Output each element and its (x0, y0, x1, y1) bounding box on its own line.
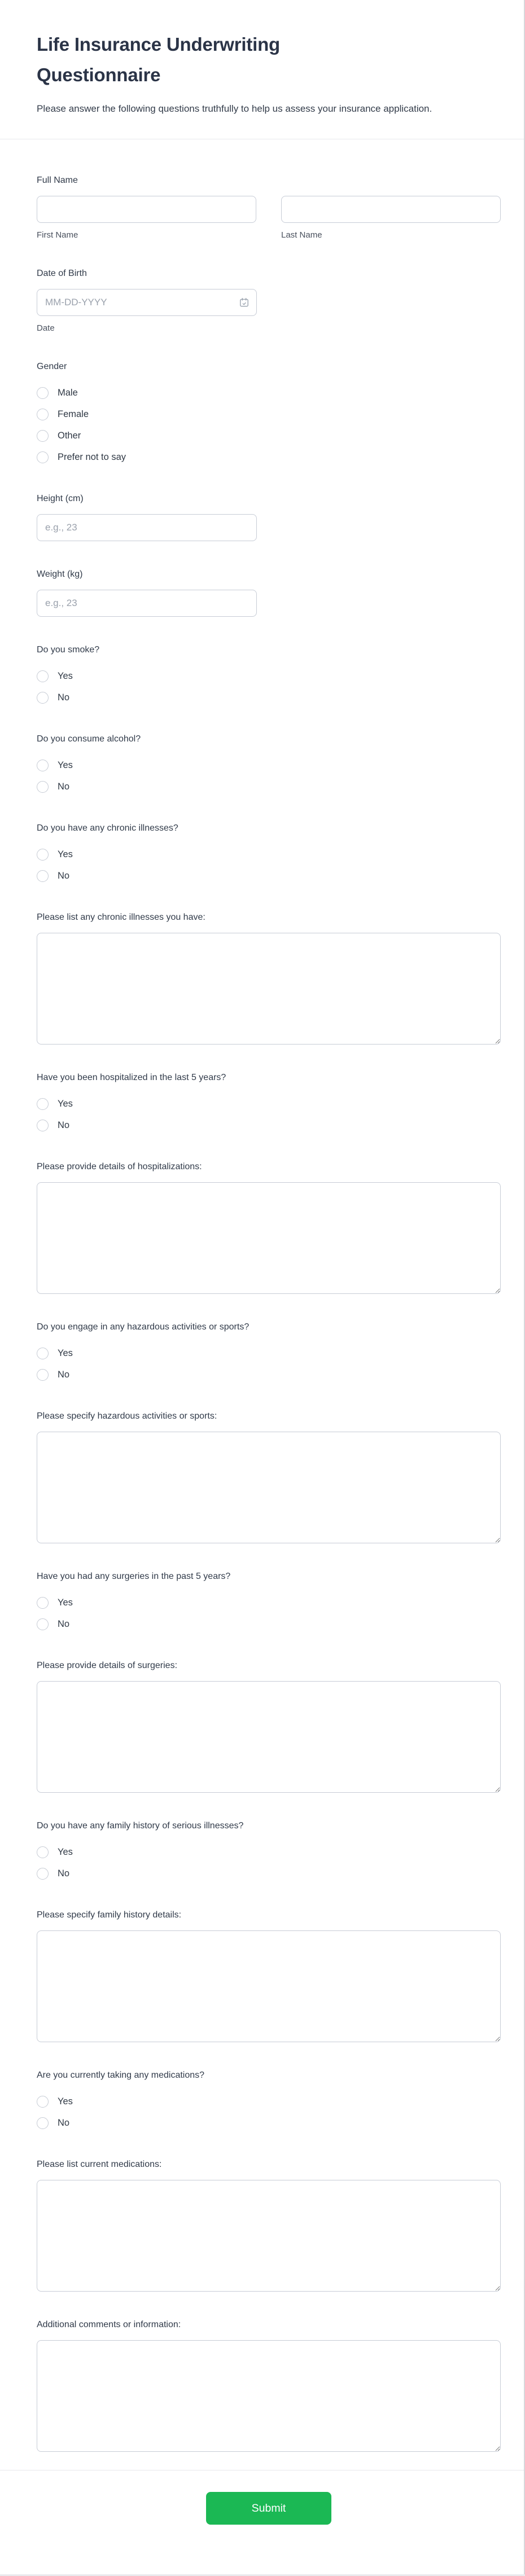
hazardous-details-textarea[interactable] (37, 1432, 501, 1543)
gender-male-label: Male (58, 387, 78, 398)
field-group-weight (37, 568, 501, 617)
field-group-medications-list (37, 2158, 501, 2292)
smoke-option-no[interactable] (37, 689, 69, 706)
hospitalized-yes-radio[interactable] (37, 1098, 49, 1110)
family-history-option-yes[interactable] (37, 1844, 73, 1860)
surgeries-no-label: No (58, 1618, 70, 1629)
medications-no-radio[interactable] (37, 2117, 49, 2129)
medications-no-label: No (58, 2117, 70, 2128)
field-group-chronic-list (37, 911, 501, 1045)
gender-option-other[interactable] (37, 427, 81, 444)
full-name-label: Full Name (37, 175, 78, 185)
family-history-no-label: No (58, 1868, 70, 1879)
chronic-question-label: Do you have any chronic illnesses? (37, 823, 178, 833)
medications-list-label: Please list current medications: (37, 2160, 162, 2169)
hazardous-option-no[interactable] (37, 1366, 69, 1383)
calendar-check-icon[interactable] (239, 297, 250, 308)
surgeries-option-yes[interactable] (37, 1594, 73, 1611)
hospitalized-no-label: No (58, 1120, 70, 1130)
page-subtitle: Please answer the following questions truthfully to help us assess your insurance application. (37, 103, 432, 114)
medications-yes-label: Yes (58, 2096, 73, 2107)
dob-input-wrap (37, 289, 257, 316)
gender-prefer-not-radio[interactable] (37, 451, 49, 463)
family-history-details-textarea[interactable] (37, 1930, 501, 2042)
question-group-hospitalized (37, 1072, 501, 1134)
chronic-yes-label: Yes (58, 849, 73, 859)
hospitalization-details-label: Please provide details of hospitalizations: (37, 1162, 202, 1171)
submit-button[interactable]: Submit (206, 2492, 331, 2525)
field-group-family-history-details (37, 1909, 501, 2042)
field-group-dob (37, 267, 501, 333)
chronic-no-radio[interactable] (37, 870, 49, 882)
chronic-option-no[interactable] (37, 867, 69, 884)
height-input-wrap (37, 514, 257, 541)
alcohol-yes-label: Yes (58, 760, 73, 770)
question-group-smoke (37, 644, 501, 706)
hospitalized-option-no[interactable] (37, 1117, 69, 1134)
page-title: Life Insurance Underwriting Questionnaire (37, 34, 280, 85)
gender-other-radio[interactable] (37, 430, 49, 442)
family-history-question-label: Do you have any family history of serious illnesses? (37, 1821, 244, 1831)
family-history-yes-label: Yes (58, 1846, 73, 1857)
first-name-col (37, 196, 256, 240)
first-name-input[interactable] (37, 196, 256, 223)
alcohol-question-label: Do you consume alcohol? (37, 734, 141, 744)
alcohol-no-radio[interactable] (37, 781, 49, 793)
smoke-yes-radio[interactable] (37, 670, 49, 682)
family-history-yes-radio[interactable] (37, 1846, 49, 1858)
gender-prefer-not-label: Prefer not to say (58, 451, 126, 462)
alcohol-no-label: No (58, 781, 70, 792)
smoke-yes-label: Yes (58, 670, 73, 681)
smoke-no-radio[interactable] (37, 692, 49, 704)
surgeries-question-label: Have you had any surgeries in the past 5 years? (37, 1572, 231, 1581)
gender-other-label: Other (58, 430, 81, 441)
family-history-option-no[interactable] (37, 1865, 69, 1882)
height-label: Height (cm) (37, 494, 84, 503)
hazardous-no-label: No (58, 1369, 70, 1380)
surgeries-yes-label: Yes (58, 1597, 73, 1608)
hazardous-details-label: Please specify hazardous activities or sports: (37, 1411, 217, 1421)
medications-list-textarea[interactable] (37, 2180, 501, 2292)
question-group-alcohol (37, 733, 501, 795)
alcohol-option-no[interactable] (37, 778, 69, 795)
gender-option-female[interactable] (37, 406, 89, 423)
gender-male-radio[interactable] (37, 387, 49, 399)
chronic-option-yes[interactable] (37, 846, 73, 863)
medications-option-no[interactable] (37, 2114, 69, 2131)
weight-label: Weight (kg) (37, 569, 83, 579)
dob-sublabel: Date (37, 323, 55, 333)
field-group-height (37, 493, 501, 541)
gender-label: Gender (37, 362, 67, 371)
chronic-list-label: Please list any chronic illnesses you have: (37, 912, 205, 922)
hazardous-yes-label: Yes (58, 1348, 73, 1358)
alcohol-option-yes[interactable] (37, 757, 73, 774)
hazardous-question-label: Do you engage in any hazardous activities or sports? (37, 1322, 250, 1332)
hospitalized-yes-label: Yes (58, 1098, 73, 1109)
field-group-comments (37, 2319, 501, 2452)
last-name-input[interactable] (281, 196, 501, 223)
field-group-surgery-details (37, 1660, 501, 1793)
form-body (0, 174, 525, 2452)
first-name-sublabel: First Name (37, 230, 78, 240)
comments-label: Additional comments or information: (37, 2320, 181, 2329)
comments-textarea[interactable] (37, 2340, 501, 2452)
surgery-details-label: Please provide details of surgeries: (37, 1661, 178, 1670)
field-group-gender (37, 361, 501, 466)
weight-input-wrap (37, 590, 257, 617)
form-header (0, 0, 525, 139)
dob-input[interactable] (37, 289, 257, 316)
question-group-family-history (37, 1820, 501, 1882)
gender-female-radio[interactable] (37, 409, 49, 420)
weight-input[interactable] (37, 590, 257, 617)
alcohol-yes-radio[interactable] (37, 760, 49, 771)
gender-option-male[interactable] (37, 384, 78, 401)
hospitalized-no-radio[interactable] (37, 1120, 49, 1131)
question-group-surgeries (37, 1570, 501, 1633)
hospitalized-question-label: Have you been hospitalized in the last 5 years? (37, 1073, 226, 1082)
smoke-option-yes[interactable] (37, 668, 73, 684)
hospitalization-details-textarea[interactable] (37, 1182, 501, 1294)
smoke-no-label: No (58, 692, 70, 703)
surgeries-no-radio[interactable] (37, 1618, 49, 1630)
gender-female-label: Female (58, 409, 89, 419)
chronic-yes-radio[interactable] (37, 849, 49, 861)
field-group-hazardous-details (37, 1410, 501, 1543)
question-group-chronic (37, 822, 501, 884)
last-name-sublabel: Last Name (281, 230, 322, 240)
surgeries-yes-radio[interactable] (37, 1597, 49, 1609)
hazardous-no-radio[interactable] (37, 1369, 49, 1381)
submit-area (0, 2470, 525, 2525)
full-name-row (37, 196, 501, 240)
height-input[interactable] (37, 514, 257, 541)
medications-option-yes[interactable] (37, 2093, 73, 2110)
question-group-hazardous (37, 1321, 501, 1383)
smoke-question-label: Do you smoke? (37, 645, 100, 655)
gender-option-prefer-not[interactable] (37, 449, 126, 466)
family-history-no-radio[interactable] (37, 1868, 49, 1880)
chronic-list-textarea[interactable] (37, 933, 501, 1045)
surgery-details-textarea[interactable] (37, 1681, 501, 1793)
hazardous-option-yes[interactable] (37, 1345, 73, 1362)
medications-question-label: Are you currently taking any medications? (37, 2070, 205, 2080)
chronic-no-label: No (58, 870, 70, 881)
family-history-details-label: Please specify family history details: (37, 1910, 182, 1920)
hazardous-yes-radio[interactable] (37, 1348, 49, 1359)
dob-label: Date of Birth (37, 269, 87, 278)
surgeries-option-no[interactable] (37, 1616, 69, 1633)
hospitalized-option-yes[interactable] (37, 1095, 73, 1112)
last-name-col (281, 196, 501, 240)
field-group-full-name (37, 174, 501, 240)
medications-yes-radio[interactable] (37, 2096, 49, 2108)
field-group-hospitalization-details (37, 1161, 501, 1294)
question-group-medications (37, 2069, 501, 2131)
